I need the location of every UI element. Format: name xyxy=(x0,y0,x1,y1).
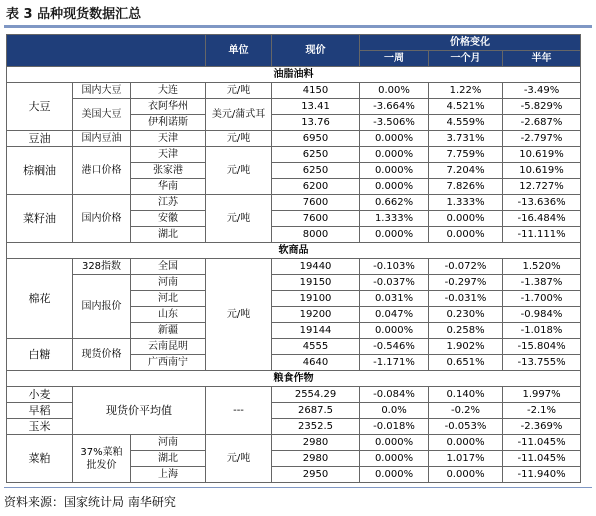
header-row xyxy=(7,35,581,51)
price-cell: 2687.5 xyxy=(272,403,360,419)
product-cell: 玉米 xyxy=(7,419,73,435)
month-change-cell: 1.22% xyxy=(429,83,503,99)
region-cell: 山东 xyxy=(131,307,206,323)
half-change-cell: 1.997% xyxy=(503,387,581,403)
region-cell: 河南 xyxy=(131,275,206,291)
category-cell: 国内价格 xyxy=(73,195,131,243)
section-oil: 油脂油料 xyxy=(7,67,581,83)
header-blank xyxy=(7,35,206,67)
unit-cell: 美元/蒲式耳 xyxy=(206,99,272,131)
half-change-cell: -1.018% xyxy=(503,323,581,339)
unit-cell: 元/吨 xyxy=(206,259,272,371)
unit-cell: --- xyxy=(206,387,272,435)
region-cell: 上海 xyxy=(131,467,206,483)
month-change-cell: 0.258% xyxy=(429,323,503,339)
section-row xyxy=(7,243,581,259)
half-change-cell: -11.111% xyxy=(503,227,581,243)
week-change-cell: 0.000% xyxy=(360,227,429,243)
half-change-cell: -2.1% xyxy=(503,403,581,419)
month-change-cell: 1.902% xyxy=(429,339,503,355)
table-row xyxy=(7,339,581,355)
category-cell: 现货价平均值 xyxy=(73,387,206,435)
week-change-cell: -1.171% xyxy=(360,355,429,371)
month-change-cell: -0.053% xyxy=(429,419,503,435)
month-change-cell: 0.140% xyxy=(429,387,503,403)
region-cell: 湖北 xyxy=(131,227,206,243)
month-change-cell: 7.204% xyxy=(429,163,503,179)
month-change-cell: 7.826% xyxy=(429,179,503,195)
spot-price-table xyxy=(6,34,581,483)
region-cell: 衣阿华州 xyxy=(131,99,206,115)
price-cell: 2950 xyxy=(272,467,360,483)
section-row xyxy=(7,67,581,83)
product-cell: 菜粕 xyxy=(7,435,73,483)
region-cell: 江苏 xyxy=(131,195,206,211)
region-cell: 河北 xyxy=(131,291,206,307)
month-change-cell: 3.731% xyxy=(429,131,503,147)
week-change-cell: 0.000% xyxy=(360,131,429,147)
week-change-cell: 1.333% xyxy=(360,211,429,227)
category-cell: 现货价格 xyxy=(73,339,131,371)
category-cell: 328指数 xyxy=(73,259,131,275)
half-change-cell: -1.700% xyxy=(503,291,581,307)
half-change-cell: -13.636% xyxy=(503,195,581,211)
month-change-cell: 0.230% xyxy=(429,307,503,323)
week-change-cell: 0.000% xyxy=(360,467,429,483)
month-change-cell: -0.072% xyxy=(429,259,503,275)
week-change-cell: 0.662% xyxy=(360,195,429,211)
product-cell: 棕榈油 xyxy=(7,147,73,195)
unit-cell: 元/吨 xyxy=(206,83,272,99)
price-cell: 2554.29 xyxy=(272,387,360,403)
table-row xyxy=(7,259,581,275)
table-row xyxy=(7,387,581,403)
product-cell: 棉花 xyxy=(7,259,73,339)
price-cell: 19100 xyxy=(272,291,360,307)
half-change-cell: -5.829% xyxy=(503,99,581,115)
price-cell: 2980 xyxy=(272,435,360,451)
price-cell: 13.41 xyxy=(272,99,360,115)
week-change-cell: -0.084% xyxy=(360,387,429,403)
title-underline xyxy=(4,25,592,28)
month-change-cell: 0.000% xyxy=(429,227,503,243)
table-row xyxy=(7,99,581,115)
half-change-cell: -11.940% xyxy=(503,467,581,483)
week-change-cell: 0.00% xyxy=(360,83,429,99)
month-change-cell: 4.521% xyxy=(429,99,503,115)
half-change-cell: 10.619% xyxy=(503,163,581,179)
product-cell: 小麦 xyxy=(7,387,73,403)
month-change-cell: -0.2% xyxy=(429,403,503,419)
region-cell: 新疆 xyxy=(131,323,206,339)
region-cell: 天津 xyxy=(131,131,206,147)
table-title: 表 3 品种现货数据汇总 xyxy=(6,7,142,22)
week-change-cell: 0.000% xyxy=(360,323,429,339)
price-cell: 13.76 xyxy=(272,115,360,131)
region-cell: 全国 xyxy=(131,259,206,275)
week-change-cell: -3.664% xyxy=(360,99,429,115)
region-cell: 安徽 xyxy=(131,211,206,227)
region-cell: 云南昆明 xyxy=(131,339,206,355)
month-change-cell: -0.031% xyxy=(429,291,503,307)
price-cell: 7600 xyxy=(272,211,360,227)
source-note: 资料来源：国家统计局 南华研究 xyxy=(4,495,176,509)
region-cell: 张家港 xyxy=(131,163,206,179)
section-row xyxy=(7,371,581,387)
month-change-cell: 7.759% xyxy=(429,147,503,163)
unit-cell: 元/吨 xyxy=(206,435,272,483)
week-change-cell: 0.000% xyxy=(360,435,429,451)
product-cell: 大豆 xyxy=(7,83,73,131)
header-change: 价格变化 xyxy=(360,35,581,51)
price-cell: 6250 xyxy=(272,163,360,179)
half-change-cell: -15.804% xyxy=(503,339,581,355)
region-cell: 广西南宁 xyxy=(131,355,206,371)
week-change-cell: 0.031% xyxy=(360,291,429,307)
category-cell: 美国大豆 xyxy=(73,99,131,131)
unit-cell: 元/吨 xyxy=(206,131,272,147)
product-cell: 菜籽油 xyxy=(7,195,73,243)
price-cell: 2352.5 xyxy=(272,419,360,435)
price-cell: 19440 xyxy=(272,259,360,275)
month-change-cell: 0.651% xyxy=(429,355,503,371)
half-change-cell: 12.727% xyxy=(503,179,581,195)
region-cell: 大连 xyxy=(131,83,206,99)
price-cell: 8000 xyxy=(272,227,360,243)
week-change-cell: 0.000% xyxy=(360,451,429,467)
region-cell: 天津 xyxy=(131,147,206,163)
half-change-cell: -3.49% xyxy=(503,83,581,99)
section-soft: 软商品 xyxy=(7,243,581,259)
table-row xyxy=(7,83,581,99)
region-cell: 伊利诺斯 xyxy=(131,115,206,131)
month-change-cell: 1.017% xyxy=(429,451,503,467)
month-change-cell: 0.000% xyxy=(429,435,503,451)
week-change-cell: -3.506% xyxy=(360,115,429,131)
header-unit: 单位 xyxy=(206,35,272,67)
week-change-cell: 0.0% xyxy=(360,403,429,419)
table-row xyxy=(7,147,581,163)
week-change-cell: -0.103% xyxy=(360,259,429,275)
half-change-cell: -2.797% xyxy=(503,131,581,147)
week-change-cell: -0.037% xyxy=(360,275,429,291)
half-change-cell: -2.369% xyxy=(503,419,581,435)
header-half: 半年 xyxy=(503,51,581,67)
price-cell: 19150 xyxy=(272,275,360,291)
category-cell: 港口价格 xyxy=(73,147,131,195)
month-change-cell: -0.297% xyxy=(429,275,503,291)
half-change-cell: -16.484% xyxy=(503,211,581,227)
half-change-cell: -1.387% xyxy=(503,275,581,291)
price-cell: 19200 xyxy=(272,307,360,323)
price-cell: 7600 xyxy=(272,195,360,211)
region-cell: 湖北 xyxy=(131,451,206,467)
price-cell: 19144 xyxy=(272,323,360,339)
half-change-cell: 10.619% xyxy=(503,147,581,163)
category-cell: 国内报价 xyxy=(73,275,131,339)
price-cell: 6200 xyxy=(272,179,360,195)
half-change-cell: -0.984% xyxy=(503,307,581,323)
header-price: 现价 xyxy=(272,35,360,67)
header-month: 一个月 xyxy=(429,51,503,67)
week-change-cell: 0.000% xyxy=(360,163,429,179)
product-cell: 白糖 xyxy=(7,339,73,371)
price-cell: 4640 xyxy=(272,355,360,371)
week-change-cell: 0.000% xyxy=(360,147,429,163)
price-cell: 6950 xyxy=(272,131,360,147)
month-change-cell: 1.333% xyxy=(429,195,503,211)
unit-cell: 元/吨 xyxy=(206,195,272,243)
category-cell: 国内豆油 xyxy=(73,131,131,147)
half-change-cell: -13.755% xyxy=(503,355,581,371)
table-row xyxy=(7,195,581,211)
price-cell: 4150 xyxy=(272,83,360,99)
half-change-cell: -11.045% xyxy=(503,435,581,451)
week-change-cell: 0.000% xyxy=(360,179,429,195)
header-week: 一周 xyxy=(360,51,429,67)
section-grain: 粮食作物 xyxy=(7,371,581,387)
footer-line xyxy=(4,487,592,488)
product-cell: 早稻 xyxy=(7,403,73,419)
region-cell: 华南 xyxy=(131,179,206,195)
product-cell: 豆油 xyxy=(7,131,73,147)
half-change-cell: -2.687% xyxy=(503,115,581,131)
table-row xyxy=(7,131,581,147)
table-row xyxy=(7,275,581,291)
week-change-cell: -0.546% xyxy=(360,339,429,355)
month-change-cell: 0.000% xyxy=(429,467,503,483)
half-change-cell: -11.045% xyxy=(503,451,581,467)
price-cell: 4555 xyxy=(272,339,360,355)
week-change-cell: -0.018% xyxy=(360,419,429,435)
month-change-cell: 4.559% xyxy=(429,115,503,131)
price-cell: 2980 xyxy=(272,451,360,467)
unit-cell: 元/吨 xyxy=(206,147,272,195)
region-cell: 河南 xyxy=(131,435,206,451)
table-row xyxy=(7,435,581,451)
price-cell: 6250 xyxy=(272,147,360,163)
half-change-cell: 1.520% xyxy=(503,259,581,275)
category-cell: 37%菜粕批发价 xyxy=(73,435,131,483)
category-cell: 国内大豆 xyxy=(73,83,131,99)
month-change-cell: 0.000% xyxy=(429,211,503,227)
week-change-cell: 0.047% xyxy=(360,307,429,323)
